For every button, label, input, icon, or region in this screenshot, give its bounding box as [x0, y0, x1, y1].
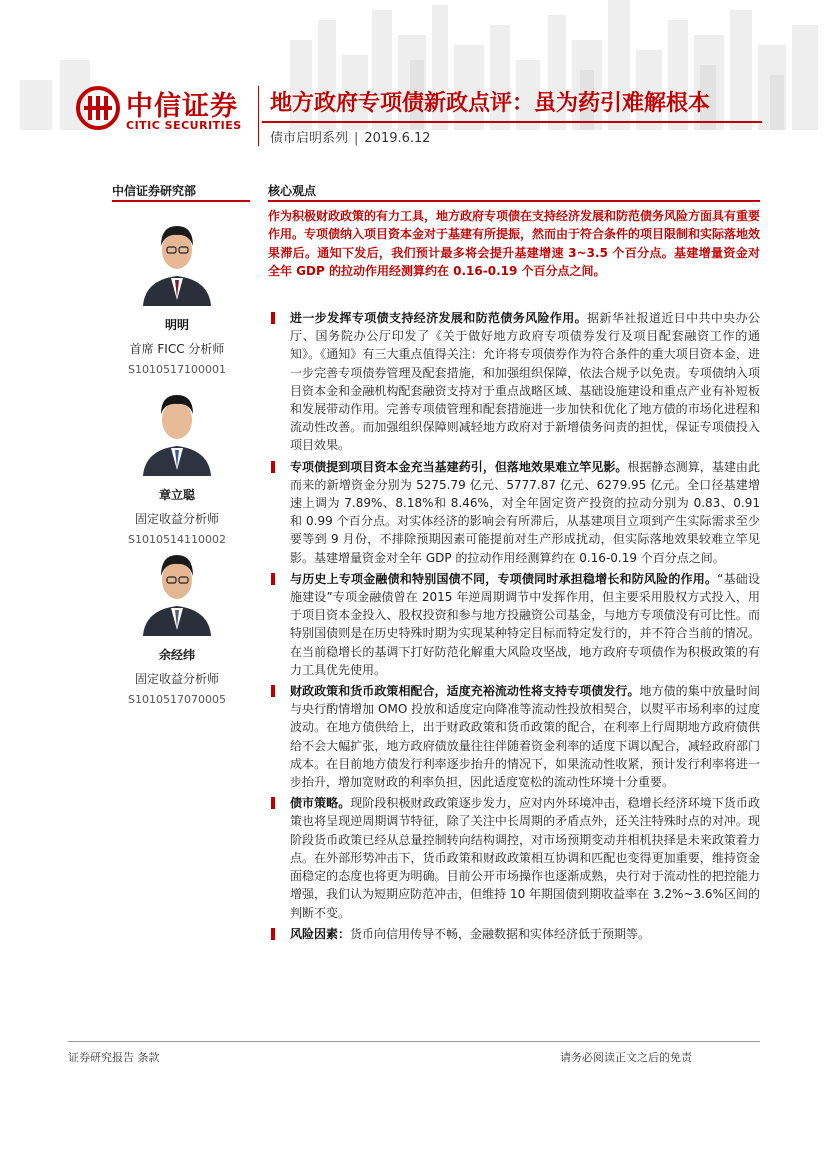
footer-disclaimer-text: 请务必阅读正文之后的免责	[560, 1051, 692, 1064]
analyst-photo-icon	[139, 210, 215, 306]
bullet-marker-icon	[271, 797, 275, 809]
logo-chinese: 中信证券	[126, 91, 238, 122]
bullet-text: 现阶段积极财政政策逐步发力，应对内外环境冲击，稳增长经济环境下货币政策也将呈现逆周期调节特征，除了关注中长周期的矛盾点外，还关注特殊时点的对冲。现阶段货币政策已经从总量控制转向结构调控，对市场预期变动并相机抉择是未来政策着力点。在外部形势冲击下，货币政策和财政政策相互协调和匹配也变得更加重要，维持资金面稳定的态度也将更为明确。目前公开市场操作也逐渐成熟，央行对于流动性的把控能力增强，我们认为短期应防范冲击，但维持 10 年期国债到期收益率在 3.2%~3.6%区间的判断不变。	[290, 796, 760, 920]
analyst-title: 固定收益分析师	[134, 512, 219, 526]
bullet-heading: 风险因素：	[290, 926, 351, 941]
analyst-title: 首席 FICC 分析师	[129, 342, 225, 356]
bullet-text: 地方债的集中放量时间与央行酌情增加 OMO 投放和适度定向降准等流动性投放相契合，以熨平市场利率的过度波动。在地方债供给上，出于财政政策和货币政策的配合，在利率上行周期地方政府债供给不会大幅扩张，地方政府债放量往往伴随着资金利率的适度下调以配合，减轻政府部门成本。在目前地方债发行利率逐步抬升的情况下，如果流动性收紧，预计发行利率将进一步抬升，增加宽财政的利率负担，因此适度宽松的流动性环境十分重要。	[290, 684, 760, 790]
header-divider	[258, 86, 259, 146]
analyst-card	[112, 540, 242, 706]
analyst-license: S1010514110002	[128, 533, 226, 546]
series-name: 债市启明系列	[270, 131, 349, 146]
analyst-card	[112, 380, 242, 546]
analyst-name: 余经纬	[158, 648, 195, 662]
citic-logo-icon	[76, 86, 120, 130]
series-separator: |	[354, 131, 359, 146]
left-heading-rule	[112, 200, 250, 202]
analyst-license: S1010517070005	[128, 693, 226, 706]
analyst-card	[112, 210, 242, 376]
list-item	[268, 794, 760, 921]
bullet-marker-icon	[271, 685, 275, 697]
bullet-heading: 债市策略。	[290, 796, 351, 811]
analyst-photo-icon	[139, 380, 215, 476]
analyst-license: S1010517100001	[128, 363, 226, 376]
analyst-name: 章立聪	[158, 488, 195, 502]
analyst-title: 固定收益分析师	[134, 672, 219, 686]
series-line	[270, 127, 431, 146]
main-heading-rule	[268, 200, 760, 202]
bullet-marker-icon	[271, 928, 275, 940]
bullet-heading: 财政政策和货币政策相配合，适度充裕流动性将支持专项债发行。	[290, 684, 640, 699]
core-summary: 作为积极财政政策的有力工具，地方政府专项债在支持经济发展和防范债务风险方面具有重要作用。专项债纳入项目资本金对于基建有所提振，然而由于符合条件的项目限制和实际落地效果滞后。通知下发后，我们预计最多将会提升基建增速 3~3.5 个百分点。基建增量资金对全年 GDP 的拉动作用经测算约在 0.16-0.19 个百分点之间。	[268, 209, 761, 278]
list-item	[268, 682, 760, 791]
list-item	[268, 458, 760, 567]
list-item	[268, 309, 760, 455]
report-title: 地方政府专项债新政点评：虽为药引难解根本	[270, 91, 711, 116]
key-points-list	[268, 309, 760, 946]
bullet-heading: 进一步发挥专项债支持经济发展和防范债务风险作用。	[290, 311, 588, 325]
title-rule	[262, 121, 762, 123]
footer-left-text: 证券研究报告 条款	[68, 1051, 160, 1064]
bullet-text: 根据静态测算，基建由此而来的新增资金分别为 5275.79 亿元、5777.87 亿元、6279.95 亿元。全口径基建增速上调为 7.89%、8.18%和 8.46%，对全年固定资产投资的拉动分别为 0.83、0.91 和 0.99 个百分点。对实体经济的影响会有所滞后，从基建项目立项到产生实际需求至少要等到 9 月份，不排除预期因素可能提前对生产形成扰动，但实际落地效果较难立竿见影。基建增量资金对全年 GDP 的拉动作用经测算约在 0.16-0.19 个百分点之间。	[290, 459, 760, 565]
report-date: 2019.6.12	[364, 131, 431, 146]
analyst-name: 明明	[164, 318, 189, 332]
bullet-text: “基础设施建设”专项金融债曾在 2015 年逆周期调节中发挥作用，但主要采用股权方式投入，用于项目资本金投入、股权投资和参与地方投融资公司基金，与地方专项债没有可比性。而特别国债则是在历史特殊时期为实现某种特定目标而特定发行的，并不符合当前的情况。在当前稳增长的基调下打好防范化解重大风险攻坚战，地方政府专项债作为积极政策的有力工具优先使用。	[290, 571, 760, 677]
core-view-heading: 核心观点	[268, 184, 317, 198]
bullet-heading: 专项债提到项目资本金充当基建药引，但落地效果难立竿见影。	[290, 459, 628, 474]
bullet-marker-icon	[271, 461, 275, 473]
list-item	[268, 925, 760, 943]
bullet-heading: 与历史上专项金融债和特别国债不同，专项债同时承担稳增长和防风险的作用。	[290, 571, 718, 586]
footer-rule	[68, 1041, 760, 1042]
bullet-text: 货币向信用传导不畅，金融数据和实体经济低于预期等。	[350, 926, 651, 941]
logo-english: CITIC SECURITIES	[126, 119, 242, 132]
bullet-text: 据新华社报道近日中共中央办公厅、国务院办公厅印发了《关于做好地方政府专项债券发行及项目配套融资工作的通知》。《通知》有三大重点值得关注：允许将专项债券作为符合条件的重大项目资本金，进一步完善专项债券管理及配套措施，和加强组织保障，依法合规予以免责。专项债纳入项目资本金和金融机构配套融资支持对于重点战略区域、基础设施建设和重点产业有补短板和发展带动作用。完善专项债管理和配套措施进一步加快和优化了地方债的市场化进程和流动性改善。而加强组织保障则减轻地方政府对于新增债务问责的担忧，保证专项债投入项目效果。	[290, 311, 760, 453]
research-dept-heading: 中信证券研究部	[112, 184, 197, 198]
analyst-photo-icon	[139, 540, 215, 636]
bullet-marker-icon	[271, 573, 275, 585]
list-item	[268, 570, 760, 679]
bullet-marker-icon	[271, 312, 275, 324]
